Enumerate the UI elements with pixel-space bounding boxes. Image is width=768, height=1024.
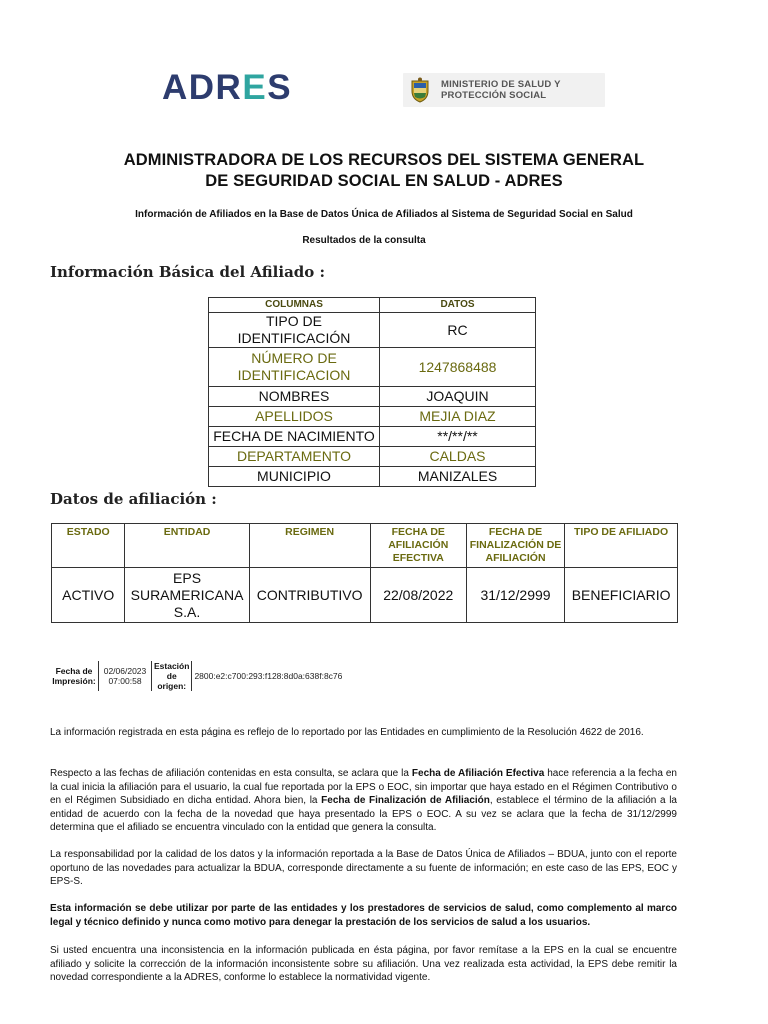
table-row [209,313,536,348]
ministry-text: MINISTERIO DE SALUD Y PROTECCIÓN SOCIAL [441,79,561,101]
note-inconsistency: Si usted encuentra una inconsistencia en la información publicada en ésta página, por favor remítase a la EPS en la cual se encuentre afiliado y solicite la corrección de la información inconsistente sobre su afiliación. Una vez realizada esta actividad, la EPS debe remitir la novedad correspondiente a la ADRES, conforme lo establece la normatividad vigente. [50,945,677,983]
row-label: FECHA DE NACIMIENTO [209,427,380,447]
print-date-value: 02/06/2023 07:00:58 [99,661,152,691]
table-row [209,467,536,487]
logo-plus: E [242,68,268,107]
station-value: 2800:e2:c700:293:f128:8d0a:638f:8c76 [192,661,344,691]
note-dates: Respecto a las fechas de afiliación contenidas en esta consulta, se aclara que la Fecha de Afiliación Efectiva hace referencia a la fecha en la cual inicia la afiliación para el usuario, la cual fue reportada por la EPS o EOC, sin importar que haya estado en el Régimen Contributivo o en el Régimen Subsidiado en dicha entidad. Ahora bien, la Fecha de Finalización de Afiliación, establece el término de la afiliación a la entidad de acuerdo con la fecha de la novedad que haya presentado la EPS o EOC. A su vez se aclara que la fecha de 31/12/2999 determina que el afiliado se encuentra vinculado con la entidad que genera la consulta. [50,768,677,833]
basic-info-title: Información Básica del Afiliado : [50,263,326,281]
row-label: NÚMERO DE IDENTIFICACION [209,348,380,387]
ministry-logo [403,73,605,107]
cell-regimen: CONTRIBUTIVO [249,568,370,623]
header-tipo-afiliado: TIPO DE AFILIADO [565,524,678,568]
coat-of-arms-icon [409,77,431,103]
table-row [209,407,536,427]
row-value: JOAQUIN [380,387,536,407]
table-row [209,447,536,467]
cell-fecha-finalizacion: 31/12/2999 [466,568,564,623]
header-entidad: ENTIDAD [125,524,249,568]
row-label: TIPO DE IDENTIFICACIÓN [209,313,380,348]
cell-estado: ACTIVO [52,568,125,623]
page-title: ADMINISTRADORA DE LOS RECURSOS DEL SISTEMA GENERAL DE SEGURIDAD SOCIAL EN SALUD - ADRES [123,151,645,190]
column-header: COLUMNAS [209,298,380,313]
header-logos [0,66,768,112]
print-date-label: Fecha de Impresión: [52,666,96,686]
affiliation-table [51,523,678,623]
basic-info-table [208,297,536,487]
header-regimen: REGIMEN [249,524,370,568]
row-value: **/**/** [380,427,536,447]
row-value: MEJIA DIAZ [380,407,536,427]
adres-logo: ADRES [162,68,293,107]
note-responsibility: La responsabilidad por la calidad de los datos y la información reportada a la Base de Datos Única de Afiliados – BDUA, junto con el reporte oportuno de las novedades para actualizar la BDUA, corresponde directamente a su fuente de información; en este caso de las EPS, EOC y EPS-S. [50,849,677,887]
table-row [52,568,678,623]
cell-entidad: EPS SURAMERICANA S.A. [125,568,249,623]
row-label: APELLIDOS [209,407,380,427]
cell-tipo-afiliado: BENEFICIARIO [565,568,678,623]
row-label: MUNICIPIO [209,467,380,487]
row-value: CALDAS [380,447,536,467]
row-value: 1247868488 [380,348,536,387]
header-estado: ESTADO [52,524,125,568]
row-label: NOMBRES [209,387,380,407]
print-info-table [50,661,344,691]
cell-fecha-afiliacion: 22/08/2022 [370,568,466,623]
header-fecha-afiliacion: FECHA DE AFILIACIÓN EFECTIVA [370,524,466,568]
results-heading: Resultados de la consulta [302,235,426,246]
note-usage: Esta información se debe utilizar por parte de las entidades y los prestadores de servicios de salud, como complemento al marco legal y técnico definido y nunca como motivo para denegar la prestación de los servicios de salud a los usuarios. [50,903,677,928]
row-value: MANIZALES [380,467,536,487]
affiliation-title: Datos de afiliación : [50,490,217,508]
page-subtitle: Información de Afiliados en la Base de Datos Única de Afiliados al Sistema de Seguridad Social en Salud [135,209,633,220]
table-row [209,387,536,407]
row-label: DEPARTAMENTO [209,447,380,467]
table-row [209,427,536,447]
station-label: Estación de origen: [154,661,190,691]
table-row [209,348,536,387]
header-fecha-finalizacion: FECHA DE FINALIZACIÓN DE AFILIACIÓN [466,524,564,568]
row-value: RC [380,313,536,348]
note-resolution: La información registrada en esta página es reflejo de lo reportado por las Entidades en cumplimiento de la Resolución 4622 de 2016. [50,727,644,738]
data-header: DATOS [380,298,536,313]
